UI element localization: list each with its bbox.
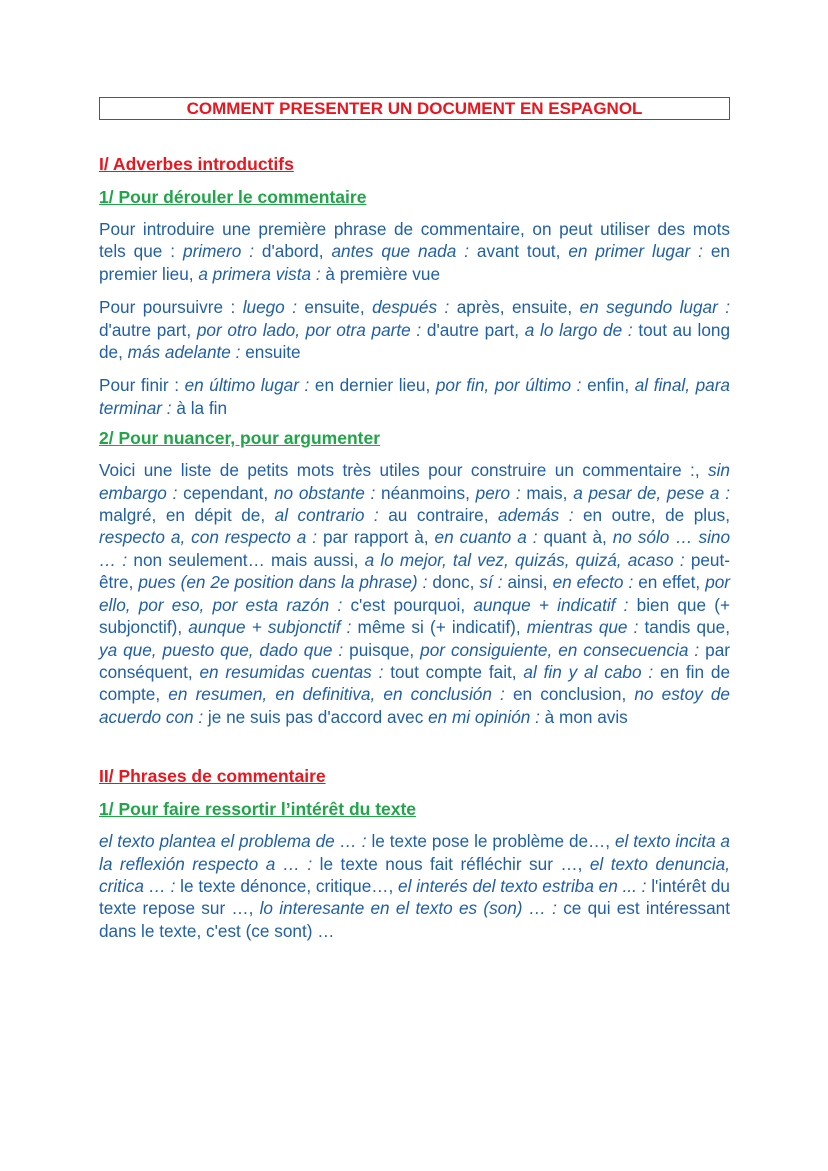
french-translation: à la fin (171, 397, 228, 418)
spanish-expression: en cuanto a : (434, 527, 538, 548)
french-translation: avant tout, (469, 241, 569, 262)
spanish-expression: luego : (242, 297, 297, 318)
french-translation: quant à, (537, 527, 613, 548)
french-translation: Voici une liste de petits mots très utiles pour construire un commentaire :, (99, 460, 709, 481)
paragraph-continuation (99, 296, 730, 363)
french-translation: en outre, de plus, (573, 505, 731, 526)
french-translation: à première vue (320, 263, 441, 284)
spanish-expression: después : (372, 297, 450, 318)
french-translation: par rapport à, (317, 527, 435, 548)
french-translation: tandis que, (638, 617, 730, 638)
french-translation: Pour finir : (99, 375, 185, 396)
french-translation: même si (+ indicatif), (351, 617, 527, 638)
spanish-expression: en mi opinión : (428, 706, 540, 727)
spanish-expression: el texto denuncia, critica … : (99, 853, 731, 896)
french-translation: le texte dénonce, critique…, (175, 875, 399, 896)
french-translation: d'autre part, (421, 319, 525, 340)
french-translation: mais, (520, 482, 574, 503)
french-translation: tout compte fait, (383, 661, 524, 682)
spanish-expression: en efecto : (552, 572, 634, 593)
spanish-expression: al fin y al cabo : (523, 661, 654, 682)
spanish-expression: no sólo … sino … : (99, 527, 731, 570)
subsection-2-1-heading: 1/ Pour faire ressortir l’intérêt du texte (99, 799, 417, 820)
spanish-expression: respecto a, con respecto a : (99, 527, 318, 548)
french-translation: Pour poursuivre : (99, 297, 243, 318)
french-translation: à mon avis (539, 706, 628, 727)
spanish-expression: aunque + subjonctif : (188, 617, 352, 638)
spanish-expression: en resumidas cuentas : (199, 661, 384, 682)
french-translation: après, ensuite, (449, 297, 580, 318)
spanish-expression: mientras que : (526, 617, 639, 638)
paragraph-text-interest (99, 830, 730, 942)
french-translation: en fin de compte, (99, 661, 730, 705)
spanish-expression: además : (498, 505, 574, 526)
french-translation: en effet, (633, 572, 706, 593)
spanish-expression: a lo mejor, tal vez, quizás, quizá, acaso : (364, 549, 685, 570)
spanish-expression: ya que, puesto que, dado que : (99, 639, 344, 660)
french-translation: ensuite, (296, 297, 373, 318)
french-translation: c'est pourquoi, (342, 594, 474, 615)
french-translation: ensuite (240, 342, 301, 363)
spanish-expression: pues (en 2e position dans la phrase) : (138, 572, 428, 593)
spanish-expression: lo interesante en el texto es (son) … : (259, 898, 557, 919)
french-translation: néanmoins, (375, 482, 476, 503)
spanish-expression: por consiguiente, en consecuencia : (420, 639, 700, 660)
spanish-expression: el texto incita a la reflexión respecto a … : (99, 831, 730, 874)
french-translation: le texte pose le problème de…, (366, 831, 615, 852)
french-translation: tout au long de, (99, 319, 731, 363)
french-translation: d'abord, (254, 241, 332, 262)
spanish-expression: antes que nada : (331, 241, 469, 262)
french-translation: ce qui est intéressant dans le texte, c'est (ce sont) … (99, 898, 730, 941)
spanish-expression: en primer lugar : (568, 241, 703, 262)
subsection-1-2-heading: 2/ Pour nuancer, pour argumenter (99, 428, 381, 449)
spanish-expression: no obstante : (273, 482, 376, 503)
french-translation: l'intérêt du texte repose sur …, (99, 875, 730, 919)
french-translation: par conséquent, (99, 639, 730, 682)
french-translation: donc, (427, 572, 480, 593)
spanish-expression: a pesar de, pese a : (573, 482, 731, 503)
french-translation: le texte nous fait réfléchir sur …, (312, 853, 590, 874)
paragraph-introduction (99, 218, 730, 285)
french-translation: en premier lieu, (99, 241, 730, 284)
paragraph-conclusion (99, 374, 730, 419)
spanish-expression: a lo largo de : (524, 319, 633, 340)
spanish-expression: aunque + indicatif : (473, 594, 629, 615)
french-translation: d'autre part, (99, 319, 197, 340)
french-translation: bien que (+ subjonctif), (99, 594, 730, 638)
spanish-expression: primero : (183, 241, 254, 262)
section-2-heading: II/ Phrases de commentaire (99, 766, 326, 787)
spanish-expression: en resumen, en definitiva, en conclusión : (168, 684, 505, 705)
french-translation: enfin, (581, 375, 635, 396)
spanish-expression: sí : (479, 572, 503, 593)
spanish-expression: al final, para terminar : (99, 375, 730, 418)
spanish-expression: el interés del texto estriba en ... : (398, 875, 647, 896)
spanish-expression: no estoy de acuerdo con : (99, 684, 730, 727)
spanish-expression: al contrario : (274, 505, 379, 526)
french-translation: puisque, (343, 639, 421, 660)
spanish-expression: más adelante : (127, 342, 241, 363)
french-translation: cependant, (177, 482, 274, 503)
french-translation: non seulement… mais aussi, (127, 549, 365, 570)
spanish-expression: sin embargo : (99, 460, 730, 503)
french-translation: au contraire, (378, 505, 499, 526)
french-translation: Pour introduire une première phrase de commentaire, on peut utiliser des mots tels que : (99, 219, 730, 262)
french-translation: peut-être, (99, 549, 730, 593)
french-translation: ainsi, (502, 572, 553, 593)
spanish-expression: por ello, por eso, por esta razón : (99, 572, 731, 615)
french-translation: en dernier lieu, (309, 375, 436, 396)
document-title: COMMENT PRESENTER UN DOCUMENT EN ESPAGNOL (99, 97, 730, 120)
french-translation: malgré, en dépit de, (99, 505, 275, 526)
french-translation: je ne suis pas d'accord avec (203, 706, 429, 727)
paragraph-connectors (99, 459, 730, 728)
document-page (99, 97, 730, 942)
french-translation: en conclusion, (504, 684, 635, 705)
spanish-expression: en último lugar : (184, 375, 310, 396)
spanish-expression: a primera vista : (198, 263, 321, 284)
subsection-1-1-heading: 1/ Pour dérouler le commentaire (99, 187, 367, 207)
section-1-heading: I/ Adverbes introductifs (99, 154, 294, 174)
spanish-expression: pero : (475, 482, 521, 503)
spanish-expression: por fin, por último : (435, 375, 582, 396)
spanish-expression: por otro lado, por otra parte : (196, 319, 422, 340)
spanish-expression: el texto plantea el problema de … : (99, 831, 367, 852)
spanish-expression: en segundo lugar : (579, 297, 731, 318)
